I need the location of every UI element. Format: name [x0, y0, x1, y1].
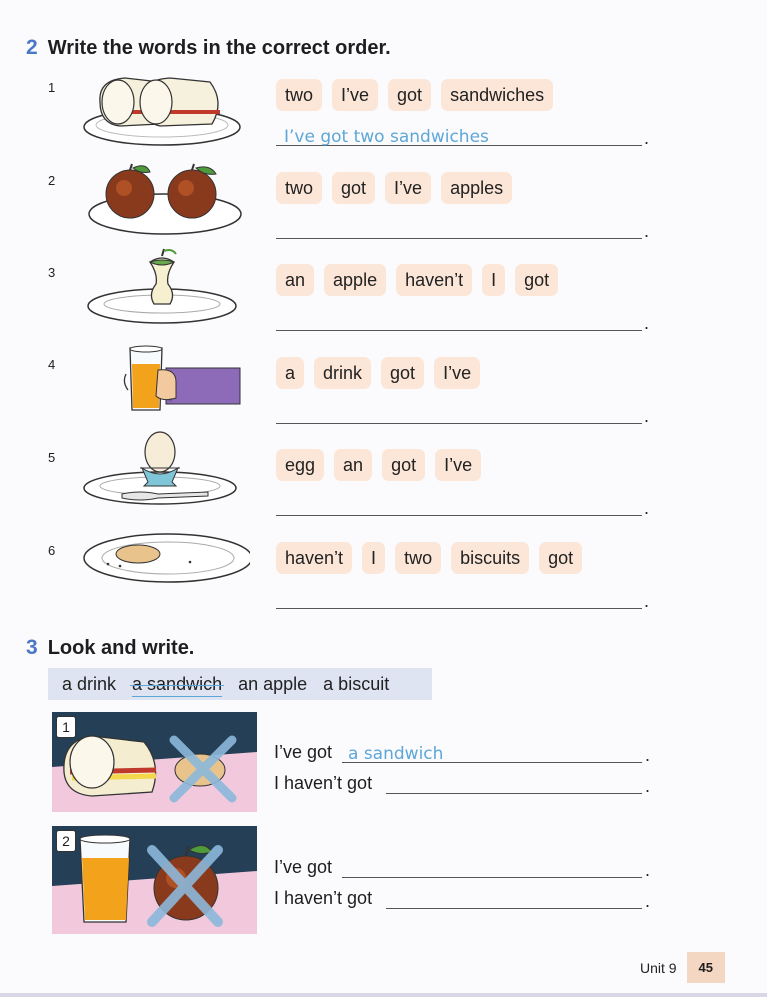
- answer-line-3[interactable]: [276, 310, 642, 331]
- answer-line-4[interactable]: [276, 403, 642, 424]
- word-box-item: an apple: [238, 673, 308, 694]
- word-chip[interactable]: an: [276, 264, 314, 296]
- word-box-item: a biscuit: [323, 673, 390, 694]
- item-number: 1: [48, 80, 56, 95]
- full-stop: .: [645, 860, 651, 880]
- word-chip[interactable]: biscuits: [451, 542, 529, 574]
- biscuit-picture: [80, 520, 250, 598]
- word-chip[interactable]: I’ve: [434, 357, 480, 389]
- page-number: 45: [687, 952, 725, 983]
- egg-cup-picture: [80, 428, 250, 506]
- word-chip[interactable]: apple: [324, 264, 386, 296]
- full-stop: .: [644, 591, 650, 611]
- word-chip[interactable]: two: [395, 542, 441, 574]
- scene-number: 1: [56, 716, 76, 738]
- havent-answer-line-1[interactable]: [386, 773, 642, 794]
- item-number: 3: [48, 265, 56, 280]
- exercise-2-title: Write the words in the correct order.: [47, 37, 391, 59]
- word-chip[interactable]: got: [388, 79, 431, 111]
- exercise-3-number: 3: [26, 636, 38, 659]
- word-chip[interactable]: two: [276, 172, 322, 204]
- word-chip[interactable]: I’ve: [385, 172, 431, 204]
- word-chip[interactable]: two: [276, 79, 322, 111]
- hand-drink-picture: [80, 340, 250, 418]
- answer-line-5[interactable]: [276, 495, 642, 516]
- word-chips-6: [276, 542, 582, 574]
- word-chip[interactable]: drink: [314, 357, 371, 389]
- item-number: 6: [48, 543, 56, 558]
- word-chip[interactable]: I’ve: [332, 79, 378, 111]
- answer-line-2[interactable]: [276, 218, 642, 239]
- word-chip[interactable]: got: [382, 449, 425, 481]
- word-chip[interactable]: apples: [441, 172, 512, 204]
- word-chips-3: [276, 264, 558, 296]
- answer-line-6[interactable]: [276, 588, 642, 609]
- handwritten-answer: a sandwich: [348, 744, 444, 764]
- answer-line-1[interactable]: [276, 125, 642, 146]
- page-edge: [0, 993, 767, 997]
- full-stop: .: [644, 128, 650, 148]
- have-answer-line-2[interactable]: [342, 857, 642, 878]
- word-box-item: a drink: [62, 673, 117, 694]
- two-sandwiches-picture: [80, 72, 250, 150]
- apple-core-picture: [80, 248, 250, 326]
- word-chip[interactable]: got: [381, 357, 424, 389]
- full-stop: .: [644, 221, 650, 241]
- handwritten-answer: I’ve got two sandwiches: [284, 127, 489, 147]
- word-chip[interactable]: got: [332, 172, 375, 204]
- sandwich-no-biscuit-picture: [52, 712, 257, 812]
- two-apples-picture: [80, 162, 250, 240]
- scene-2: [52, 826, 257, 934]
- full-stop: .: [645, 745, 651, 765]
- item-number: 5: [48, 450, 56, 465]
- drink-no-apple-picture: [52, 826, 257, 934]
- word-chip[interactable]: an: [334, 449, 372, 481]
- scene-number: 2: [56, 830, 76, 852]
- word-chip[interactable]: I: [482, 264, 505, 296]
- full-stop: .: [644, 313, 650, 333]
- word-chip[interactable]: sandwiches: [441, 79, 553, 111]
- word-chip[interactable]: got: [515, 264, 558, 296]
- word-chips-2: [276, 172, 512, 204]
- item-number: 4: [48, 357, 56, 372]
- word-chip[interactable]: a: [276, 357, 304, 389]
- word-chips-5: [276, 449, 481, 481]
- word-chip[interactable]: haven’t: [276, 542, 352, 574]
- word-chip[interactable]: egg: [276, 449, 324, 481]
- word-chip[interactable]: got: [539, 542, 582, 574]
- word-chips-4: [276, 357, 480, 389]
- full-stop: .: [645, 891, 651, 911]
- word-box: [48, 668, 432, 700]
- havent-answer-line-2[interactable]: [386, 888, 642, 909]
- scene-1: [52, 712, 257, 812]
- full-stop: .: [644, 498, 650, 518]
- word-chip[interactable]: haven’t: [396, 264, 472, 296]
- havent-label: I haven’t got: [274, 888, 373, 908]
- have-answer-line-1[interactable]: [342, 742, 642, 763]
- word-chips-1: [276, 79, 553, 111]
- have-label: I’ve got: [274, 857, 333, 877]
- exercise-2-number: 2: [26, 36, 38, 59]
- item-number: 2: [48, 173, 56, 188]
- full-stop: .: [644, 406, 650, 426]
- unit-label: Unit 9: [639, 959, 677, 976]
- exercise-2-heading: [26, 36, 391, 60]
- word-box-item-crossed: a sandwich: [132, 673, 223, 694]
- word-chip[interactable]: I: [362, 542, 385, 574]
- exercise-3-heading: [26, 636, 194, 660]
- word-chip[interactable]: I’ve: [435, 449, 481, 481]
- havent-label: I haven’t got: [274, 773, 373, 793]
- full-stop: .: [645, 776, 651, 796]
- have-label: I’ve got: [274, 742, 333, 762]
- page-footer: [640, 952, 725, 983]
- exercise-3-title: Look and write.: [47, 637, 195, 659]
